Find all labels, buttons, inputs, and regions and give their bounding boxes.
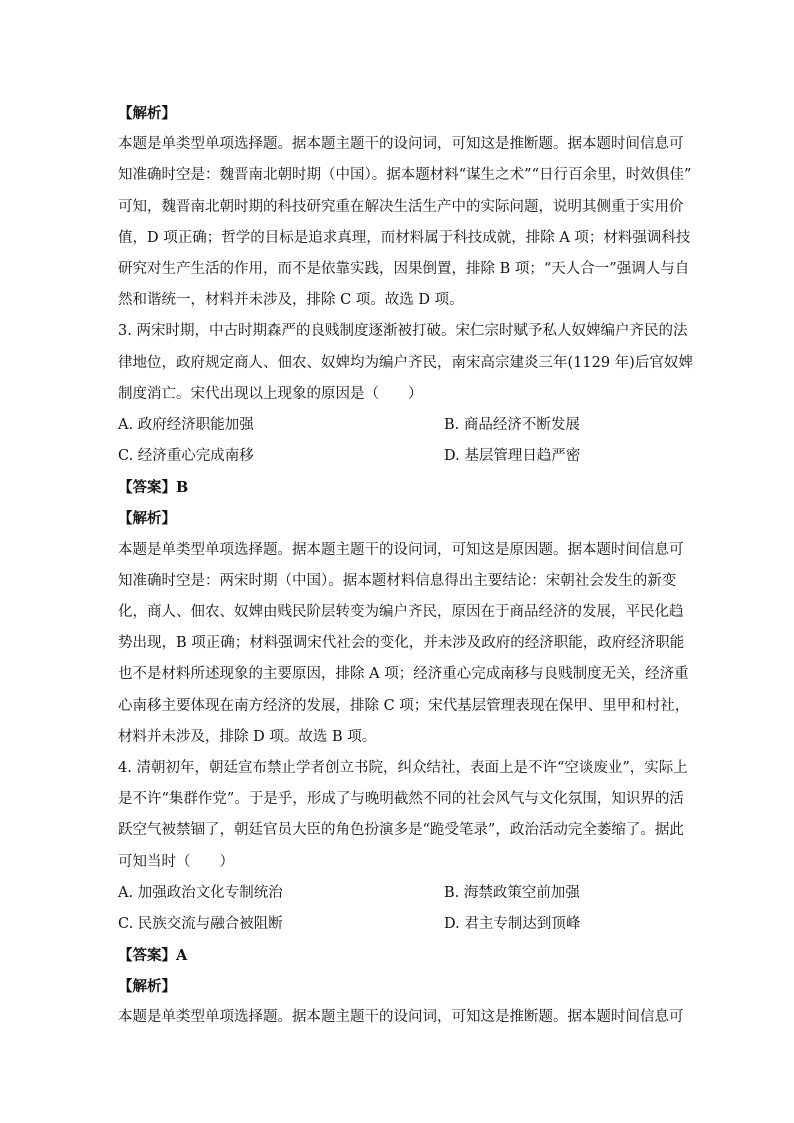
text-line: 本题是单类型单项选择题。据本题主题干的设问词，可知这是推断题。据本题时间信息可 — [118, 136, 684, 153]
analysis-label: 【解析】 — [118, 978, 176, 996]
text-line: 心南移主要体现在南方经济的发展，排除 C 项；宋代基层管理表现在保甲、里甲和村社， — [118, 697, 690, 714]
option-a: A. 加强政治文化专制统治 — [118, 884, 283, 901]
text-line: 律地位，政府规定商人、佃农、奴婢均为编户齐民，南宋高宗建炎三年(1129 年)后官奴婢 — [118, 354, 693, 371]
text-line: 势出现，B 项正确；材料强调宋代社会的变化，并未涉及政府的经济职能，政府经济职能 — [118, 635, 685, 652]
analysis-paragraph — [118, 129, 692, 316]
question-3-options-row-2 — [118, 441, 666, 472]
text-line: 是不许“集群作党”。于是乎，形成了与晚明截然不同的社会风气与文化氛围，知识界的活 — [118, 791, 684, 808]
analysis-paragraph — [118, 1002, 684, 1033]
text-line: 材料并未涉及，排除 D 项。故选 B 项。 — [118, 728, 377, 745]
text-line: 知准确时空是：两宋时期（中国）。据本题材料信息得出主要结论：宋朝社会发生的新变 — [118, 572, 677, 589]
option-b: B. 海禁政策空前加强 — [444, 884, 580, 901]
text-line: 可知当时（ ） — [118, 853, 234, 870]
question-4-stem — [118, 753, 688, 878]
option-d: D. 基层管理日趋严密 — [444, 448, 581, 465]
option-d: D. 君主专制达到顶峰 — [444, 915, 581, 932]
text-line: 可知，魏晋南北朝时期的科技研究重在解决生活生产中的实际问题，说明其侧重于实用价 — [118, 198, 684, 215]
text-line: 化，商人、佃农、奴婢由贱民阶层转变为编户齐民，原因在于商品经济的发展，平民化趋 — [118, 604, 684, 620]
analysis-paragraph — [118, 535, 690, 753]
option-c: C. 经济重心完成南移 — [118, 448, 254, 465]
option-b: B. 商品经济不断发展 — [444, 416, 580, 433]
text-line: 知准确时空是：魏晋南北朝时期（中国）。据本题材料“谋生之术”“日行百余里，时效俱佳” — [118, 167, 692, 184]
text-line: 值，D 项正确；哲学的目标是追求真理，而材料属于科技成就，排除 A 项；材料强调科技 — [118, 229, 691, 246]
question-3-stem — [118, 316, 693, 410]
text-line: 也不是材料所述现象的主要原因，排除 A 项；经济重心完成南移与良贱制度无关，经济重 — [118, 666, 689, 683]
text-line: 跃空气被禁锢了，朝廷官员大臣的角色扮演多是“跪受笔录”，政治活动完全萎缩了。据此 — [118, 822, 684, 839]
question-3-options-row-1 — [118, 410, 666, 441]
text-line: 4. 清朝初年，朝廷宣布禁止学者创立书院，纠众结社，表面上是不许“空谈废业”，实际上 — [118, 759, 688, 776]
text-line: 制度消亡。宋代出现以上现象的原因是（ ） — [118, 385, 423, 402]
answer-label: 【答案】A — [118, 947, 188, 965]
analysis-label: 【解析】 — [118, 510, 176, 528]
question-4-options-row-1 — [118, 878, 666, 909]
answer-label: 【答案】B — [118, 479, 189, 497]
text-line: 本题是单类型单项选择题。据本题主题干的设问词，可知这是原因题。据本题时间信息可 — [118, 541, 684, 558]
text-line: 然和谐统一，材料并未涉及，排除 C 项。故选 D 项。 — [118, 292, 464, 309]
text-line: 本题是单类型单项选择题。据本题主题干的设问词，可知这是推断题。据本题时间信息可 — [118, 1009, 684, 1026]
option-a: A. 政府经济职能加强 — [118, 416, 254, 433]
document-page — [118, 98, 693, 1034]
text-line: 3. 两宋时期，中古时期森严的良贱制度逐渐被打破。宋仁宗时赋予私人奴婢编户齐民的法 — [118, 323, 688, 340]
option-c: C. 民族交流与融合被阻断 — [118, 915, 283, 932]
text-line: 研究对生产生活的作用，而不是依靠实践，因果倒置，排除 B 项；“天人合一”强调人与自 — [118, 260, 690, 277]
analysis-label: 【解析】 — [118, 105, 176, 122]
question-4-options-row-2 — [118, 909, 666, 940]
